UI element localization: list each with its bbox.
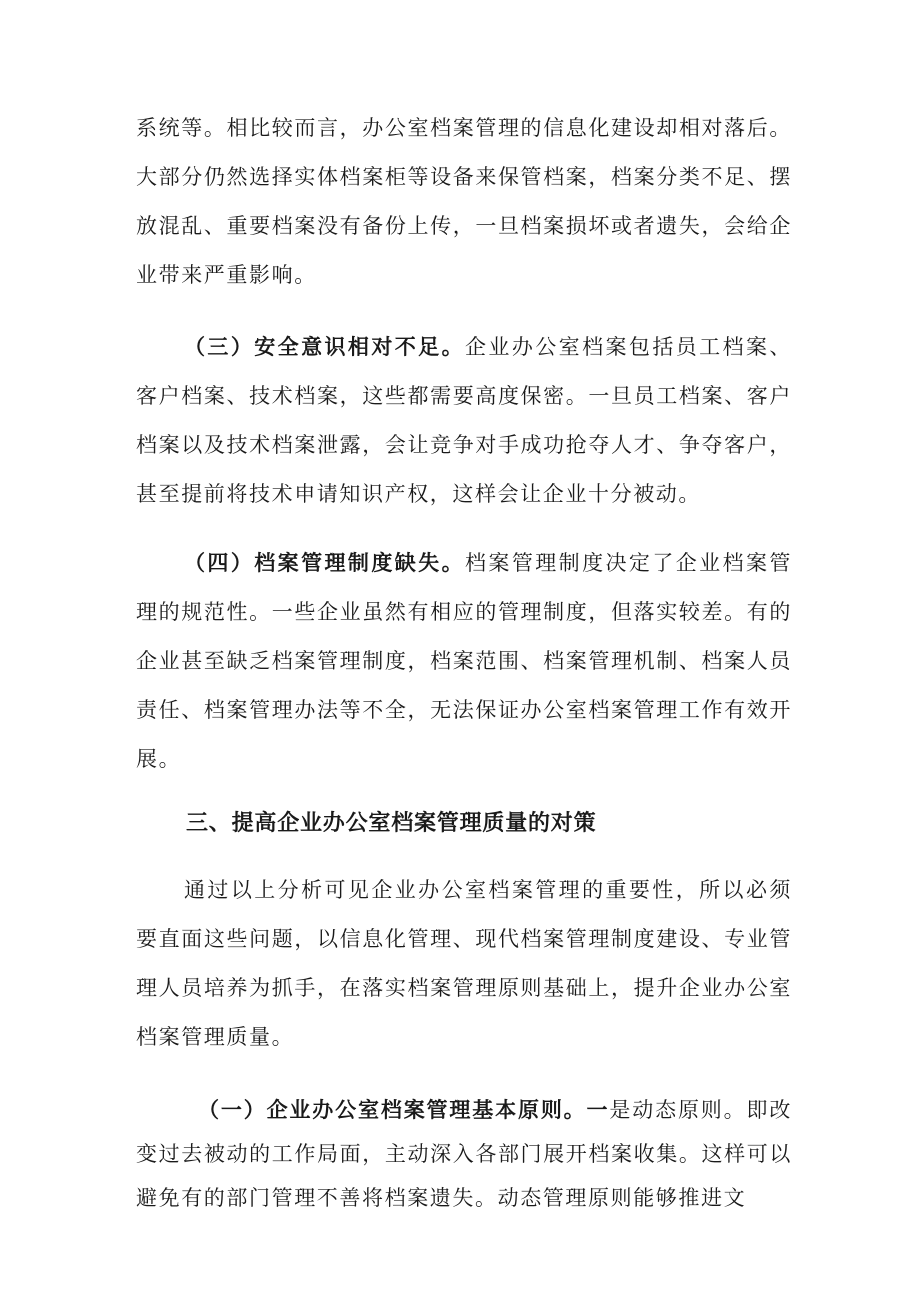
paragraph-management-system bbox=[136, 538, 792, 784]
paragraph-text: 档案管理制度决定了企业档案管理的规范性。一些企业虽然有相应的管理制度，但落实较差。有的企业甚至缺乏档案管理制度，档案范围、档案管理机制、档案人员责任、档案管理办法等不全，无法保证办公室档案管理工作有效开展。 bbox=[136, 551, 793, 771]
paragraph-text: 是动态原则。即改变过去被动的工作局面，主动深入各部门展开档案收集。这样可以避免有的部门管理不善将档案遗失。动态管理原则能够推进文 bbox=[136, 1098, 792, 1210]
paragraph-lead: （三）安全意识相对不足。 bbox=[184, 334, 465, 359]
paragraph-analysis-summary bbox=[136, 866, 792, 1062]
paragraph-lead: （四）档案管理制度缺失。 bbox=[184, 550, 465, 575]
paragraph-security-awareness bbox=[136, 322, 792, 519]
paragraph-basic-principles bbox=[136, 1088, 792, 1220]
paragraph-informatization bbox=[136, 104, 792, 300]
paragraph-text: 企业办公室档案包括员工档案、客户档案、技术档案，这些都需要高度保密。一旦员工档案、客户档案以及技术档案泄露，会让竞争对手成功抢夺人才、争夺客户，甚至提前将技术申请知识产权，这样会让企业十分被动。 bbox=[136, 335, 793, 506]
paragraph-lead: （一）企业办公室档案管理基本原则。一 bbox=[198, 1097, 610, 1122]
paragraph-text: 通过以上分析可见企业办公室档案管理的重要性，所以必须要直面这些问题，以信息化管理、现代档案管理制度建设、专业管理人员培养为抓手，在落实档案管理原则基础上，提升企业办公室档案管理质量。 bbox=[136, 878, 792, 1049]
section-heading: 三、提高企业办公室档案管理质量的对策 bbox=[186, 811, 597, 836]
paragraph-text: 系统等。相比较而言，办公室档案管理的信息化建设却相对落后。大部分仍然选择实体档案柜等设备来保管档案，档案分类不足、摆放混乱、重要档案没有备份上传，一旦档案损坏或者遗失，会给企业带来严重影响。 bbox=[136, 116, 792, 287]
